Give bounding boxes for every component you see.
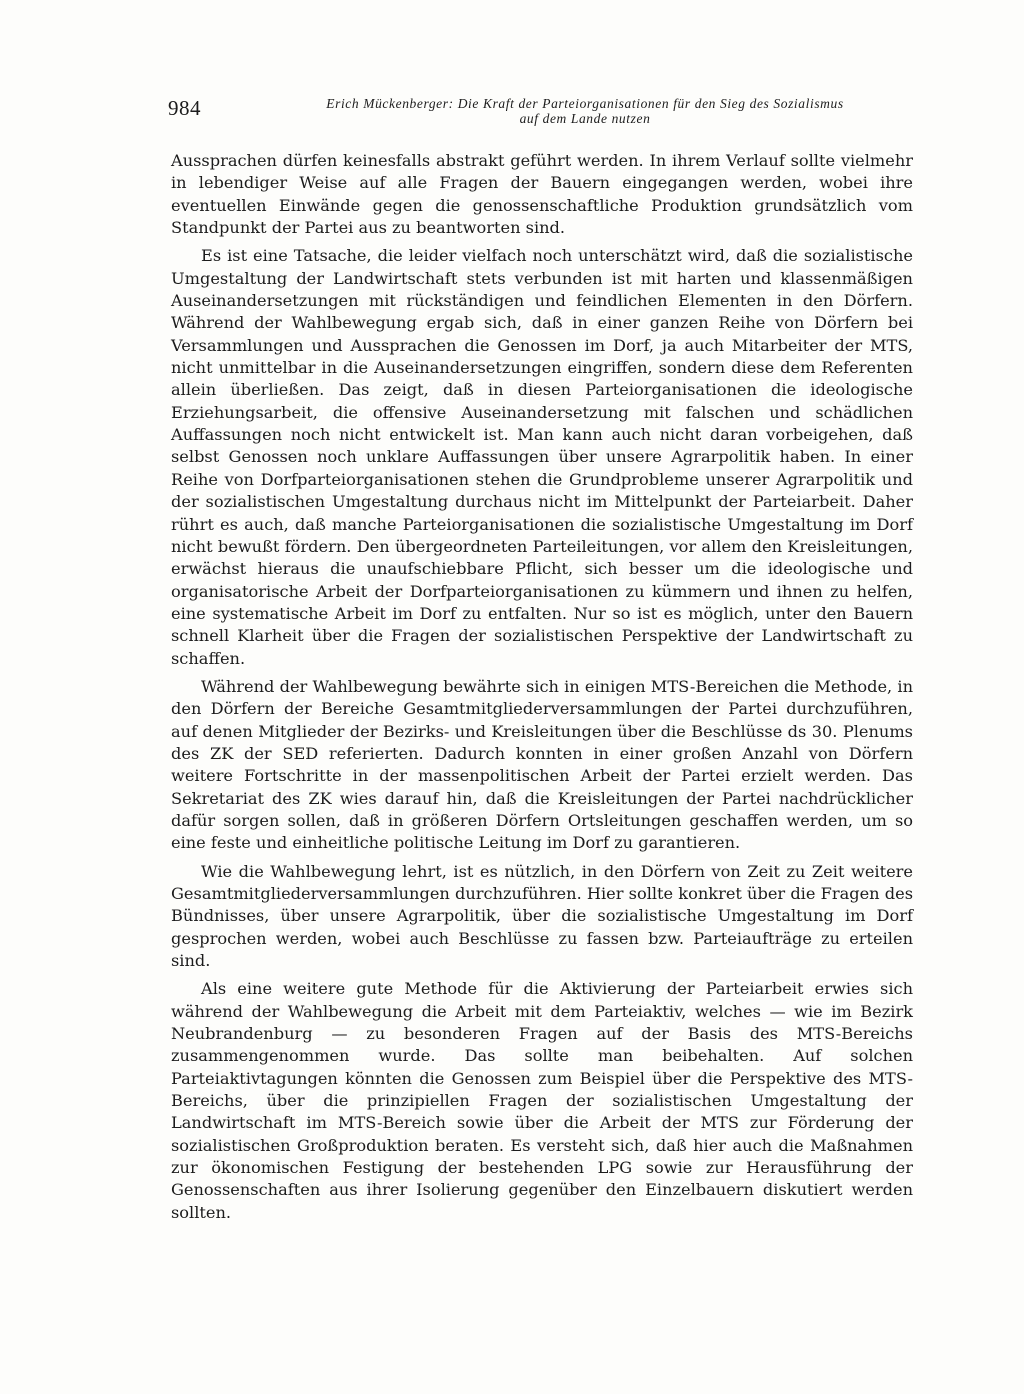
running-head-line-2: auf dem Lande nutzen	[519, 110, 651, 126]
running-head	[256, 97, 914, 126]
paragraph-5: Als eine weitere gute Methode für die Aktivierung der Parteiarbeit erwies sich während der Wahlbewegung die Arbeit mit dem Parteiaktiv, welches — wie im Bezirk Neubrandenburg — zu besonderen Fragen auf der Basis des MTS-Bereichs zusammengenommen wurde. Das sollte man beibehalten. Auf solchen Parteiaktivtagungen könnten die Genossen zum Beispiel über die Perspektive des MTS-Bereichs, über die prinzipiellen Fragen der sozialistischen Umgestaltung der Landwirtschaft im MTS-Bereich sowie über die Arbeit der MTS zur Förderung der sozialistischen Großproduktion beraten. Es versteht sich, daß hier auch die Maßnahmen zur ökonomischen Festigung der bestehenden LPG sowie zur Herausführung der Genossenschaften aus ihrer Isolierung gegenüber den Einzelbauern diskutiert werden sollten.	[171, 979, 913, 1222]
running-head-line-1: Erich Mückenberger: Die Kraft der Parteiorganisationen für den Sieg des Sozialismus	[326, 96, 844, 111]
paragraph-4: Wie die Wahlbewegung lehrt, ist es nützlich, in den Dörfern von Zeit zu Zeit weitere Gesamtmitgliederversammlungen durchzuführen. Hier sollte konkret über die Fragen des Bündnisses, über unsere Agrarpolitik, über die sozialistische Umgestaltung im Dorf gesprochen werden, wobei auch Beschlüsse zu fassen bzw. Parteiaufträge zu erteilen sind.	[171, 861, 913, 971]
body-text	[171, 150, 913, 1230]
page-number: 984	[168, 96, 201, 120]
paragraph-1: Aussprachen dürfen keinesfalls abstrakt geführt werden. In ihrem Verlauf sollte vielmehr in lebendiger Weise auf alle Fragen der Bauern eingegangen werden, wobei ihre eventuellen Einwände gegen die genossenschaftliche Produktion grundsätzlich vom Standpunkt der Partei aus zu beantworten sind.	[171, 151, 913, 238]
page-header	[168, 94, 914, 130]
paragraph-2: Es ist eine Tatsache, die leider vielfach noch unterschätzt wird, daß die sozialistische Umgestaltung der Landwirtschaft stets verbunden ist mit harten und klassenmäßigen Auseinandersetzungen mit rückständigen und feindlichen Elementen in den Dörfern. Während der Wahlbewegung ergab sich, daß in einer ganzen Reihe von Dörfern bei Versammlungen und Aussprachen die Genossen im Dorf, ja auch Mitarbeiter der MTS, nicht unmittelbar in die Auseinandersetzungen eingriffen, sondern diese dem Referenten allein überließen. Das zeigt, daß in diesen Parteiorganisationen die ideologische Erziehungsarbeit, die offensive Auseinandersetzung mit falschen und schädlichen Auffassungen noch nicht entwickelt ist. Man kann auch nicht daran vorbeigehen, daß selbst Genossen noch unklare Auffassungen über unsere Agrarpolitik haben. In einer Reihe von Dorfparteiorganisationen stehen die Grundprobleme unserer Agrarpolitik und der sozialistischen Umgestaltung durchaus nicht im Mittelpunkt der Parteiarbeit. Daher rührt es auch, daß manche Parteiorganisationen die sozialistische Umgestaltung im Dorf nicht bewußt fördern. Den übergeordneten Parteileitungen, vor allem den Kreisleitungen, erwächst hieraus die unaufschiebbare Pflicht, sich besser um die ideologische und organisatorische Arbeit der Dorfparteiorganisationen zu kümmern und ihnen zu helfen, eine systematische Arbeit im Dorf zu entfalten. Nur so ist es möglich, unter den Bauern schnell Klarheit über die Fragen der sozialistischen Perspektive der Landwirtschaft zu schaffen.	[171, 246, 913, 668]
paragraph-3: Während der Wahlbewegung bewährte sich in einigen MTS-Bereichen die Methode, in den Dörfern der Bereiche Gesamtmitgliederversammlungen der Partei durchzuführen, auf denen Mitglieder der Bezirks- und Kreisleitungen über die Beschlüsse ds 30. Plenums des ZK der SED referierten. Dadurch konnten in einer großen Anzahl von Dörfern weitere Fortschritte in der massenpolitischen Arbeit der Partei erzielt werden. Das Sekretariat des ZK wies darauf hin, daß die Kreisleitungen der Partei nachdrücklicher dafür sorgen sollen, daß in größeren Dörfern Ortsleitungen geschaffen werden, um so eine feste und einheitliche politische Leitung im Dorf zu garantieren.	[171, 676, 913, 853]
